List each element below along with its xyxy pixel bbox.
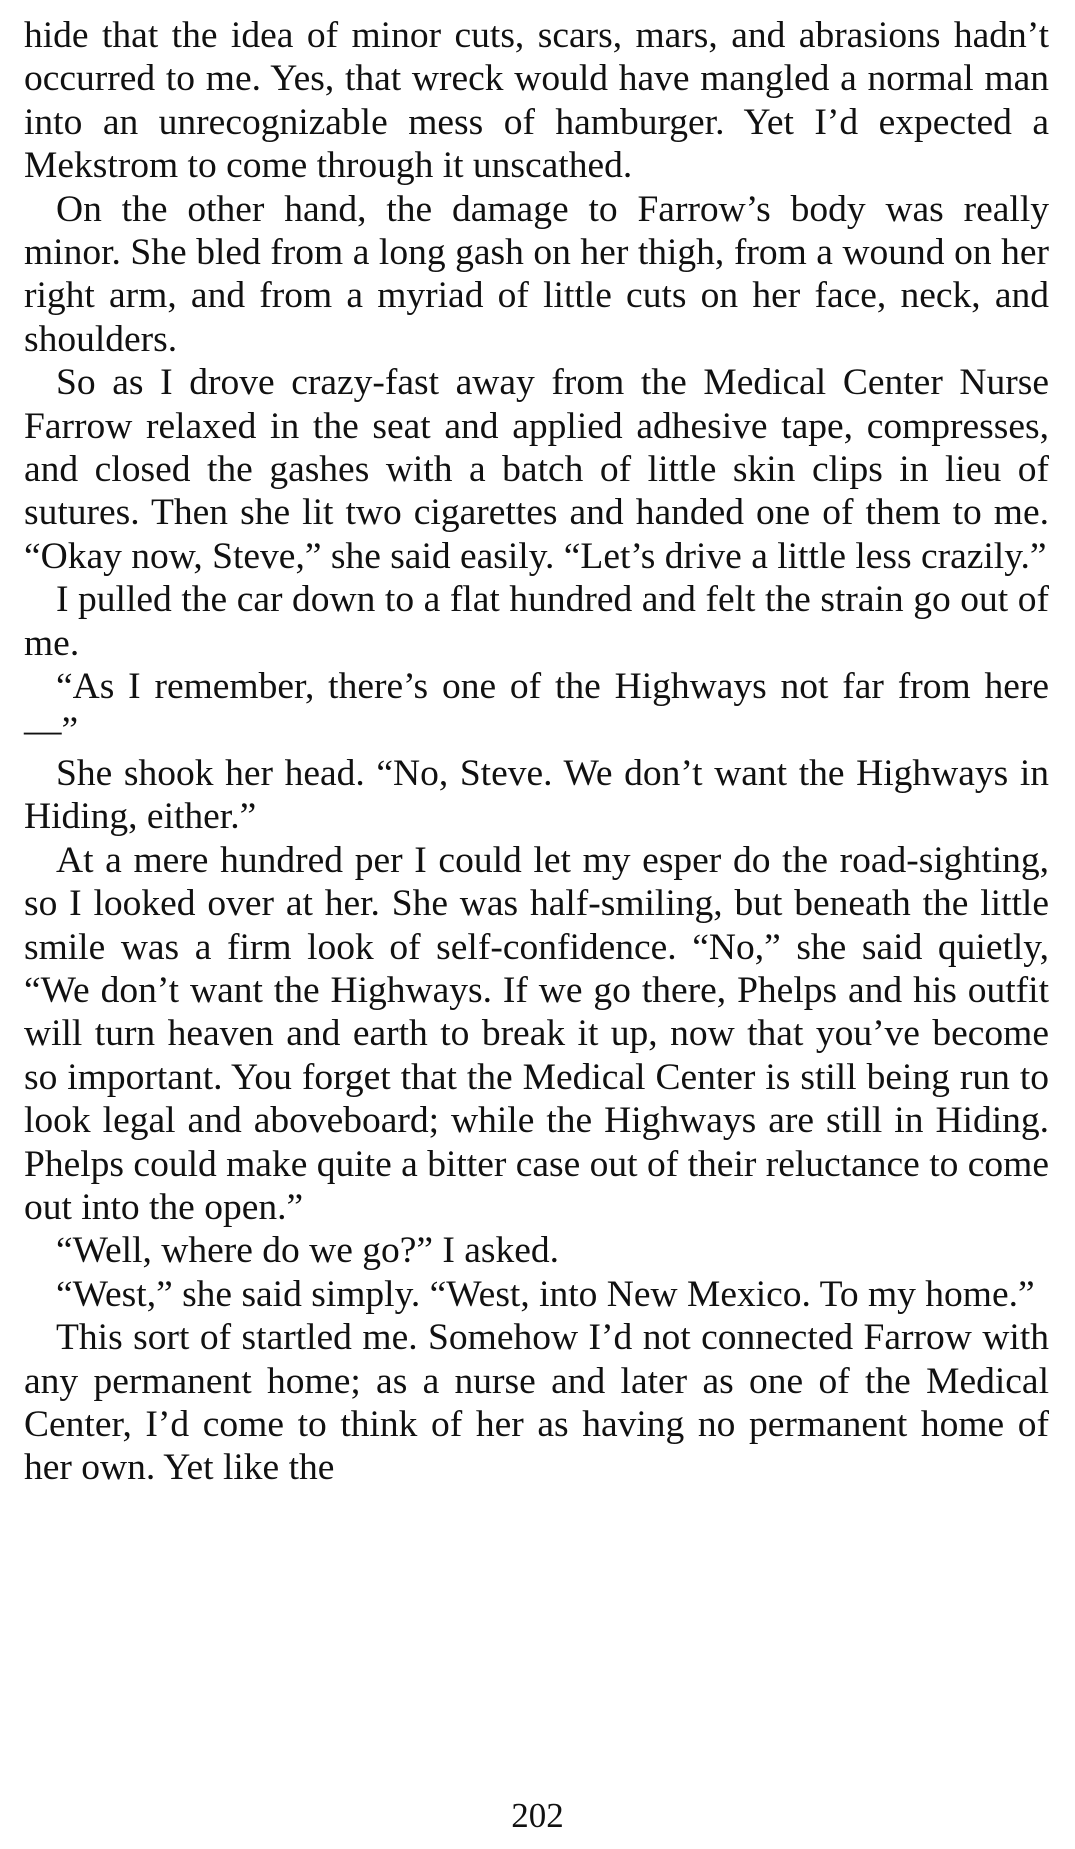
page-number: 202 xyxy=(511,1796,564,1835)
paragraph-3: So as I drove crazy-fast away from the Medical Center Nurse Farrow relaxed in the seat and applied adhesive tape, compresses, and closed the gashes with a batch of little skin clips in lieu of sutures. Then she lit two cigarettes and handed one of them to me. “Okay now, Steve,” she said easily. “Let’s drive a little less crazily.” xyxy=(24,362,1049,577)
book-page-text xyxy=(24,14,1049,1490)
paragraph-4: I pulled the car down to a flat hundred and felt the strain go out of me. xyxy=(24,579,1049,664)
paragraph-5: “As I remember, there’s one of the Highways not far from here—” xyxy=(24,666,1049,751)
paragraph-9: “West,” she said simply. “West, into New Mexico. To my home.” xyxy=(56,1273,1035,1315)
paragraph-7: At a mere hundred per I could let my esper do the road-sighting, so I looked over at her. She was half-smiling, but beneath the little smile was a firm look of self-confidence. “No,” she said quietly, “We don’t want the Highways. If we go there, Phelps and his outfit will turn heaven and earth to break it up, now that you’ve become so important. You forget that the Medical Center is still being run to look legal and aboveboard; while the Highways are still in Hiding. Phelps could make quite a bitter case out of their reluctance to come out into the open.” xyxy=(24,839,1049,1228)
paragraph-6: She shook her head. “No, Steve. We don’t want the Highways in Hiding, either.” xyxy=(24,752,1049,838)
paragraph-10: This sort of startled me. Somehow I’d not connected Farrow with any permanent home; as a nurse and later as one of the Medical Center, I’d come to think of her as having no permanent home of her own. Yet like the xyxy=(24,1317,1049,1489)
paragraph-8: “Well, where do we go?” I asked. xyxy=(56,1230,560,1272)
paragraph-1: hide that the idea of minor cuts, scars, mars, and abrasions hadn’t occurred to me. Yes, that wreck would have mangled a normal man into an unrecognizable mess of hamburger. Yet I’d expected a Mekstrom to come through it unscathed. xyxy=(24,15,1049,187)
paragraph-2: On the other hand, the damage to Farrow’s body was really minor. She bled from a long gash on her thigh, from a wound on her right arm, and from a myriad of little cuts on her face, neck, and shoulders. xyxy=(24,188,1049,360)
